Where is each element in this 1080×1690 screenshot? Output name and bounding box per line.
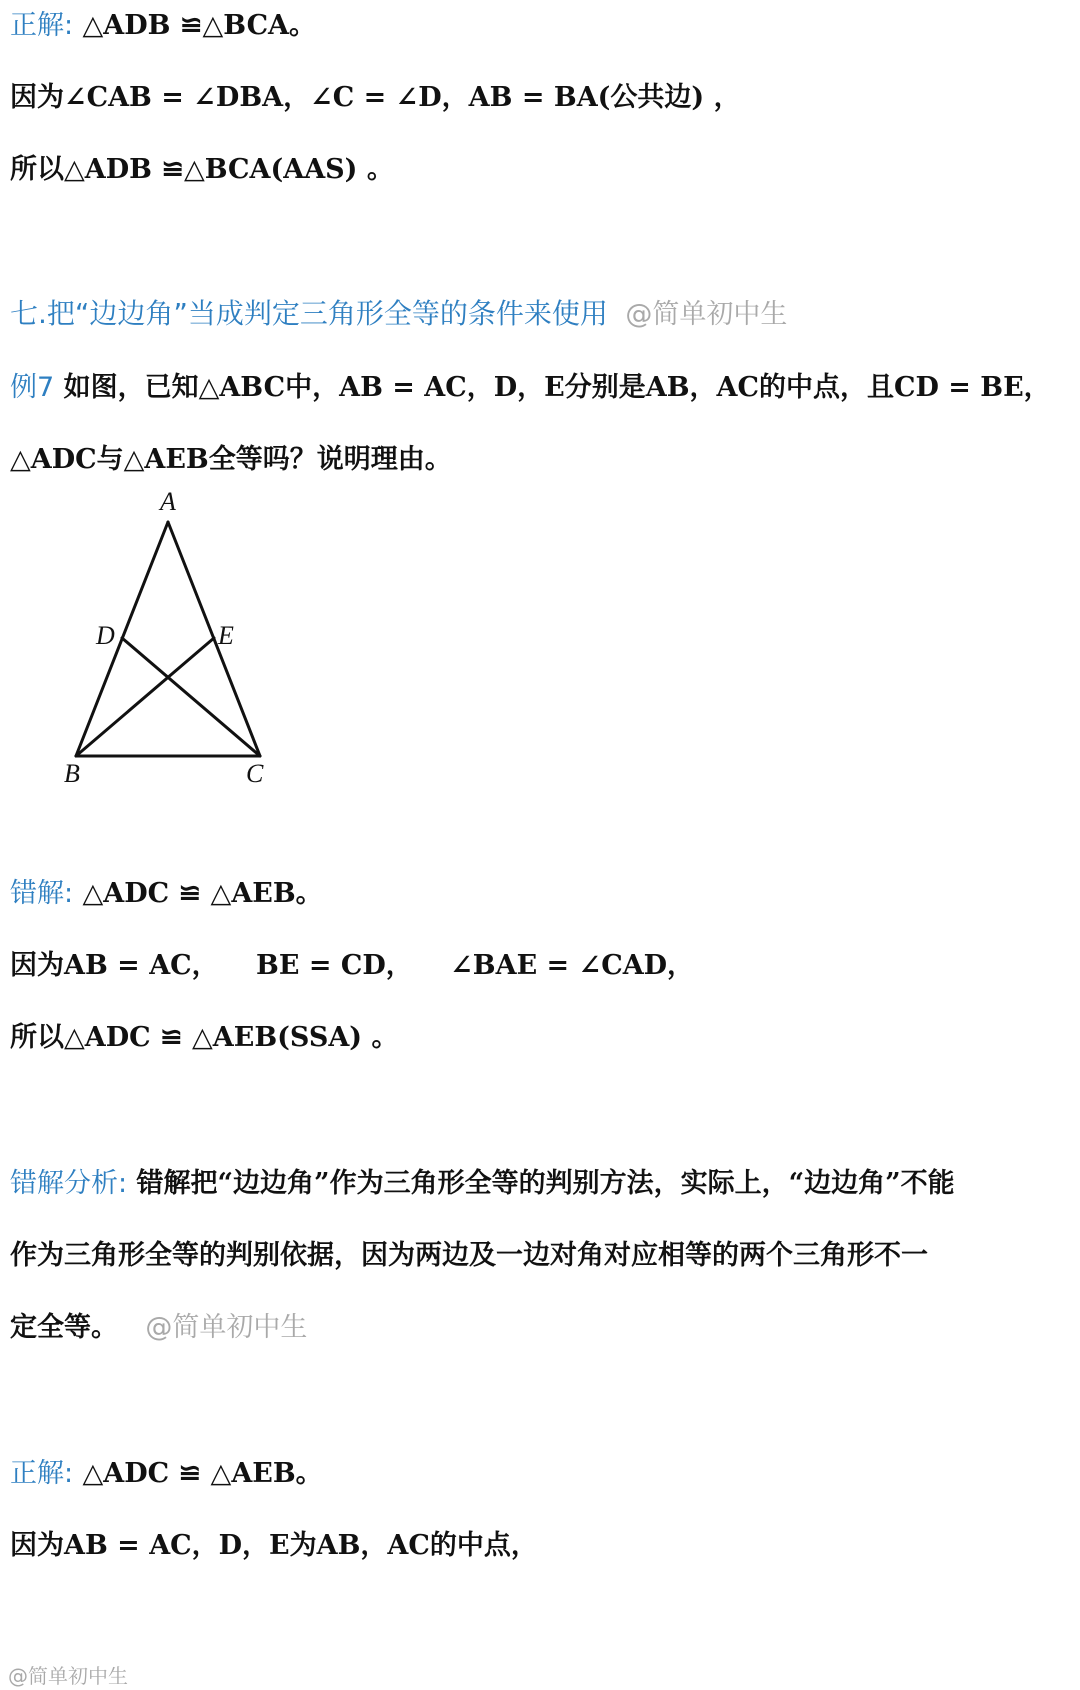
correct-solution-1-line3: 所以△ADB ≌△BCA(AAS) 。 xyxy=(10,154,394,185)
section-heading xyxy=(10,297,788,330)
wrong-solution-line2 xyxy=(10,952,694,979)
analysis-line2: 作为三角形全等的判别依据，因为两边及一边对角对应相等的两个三角形不一 xyxy=(10,1240,928,1271)
section-title: 七.把“边边角”当成判定三角形全等的条件来使用 xyxy=(10,297,608,330)
credit: @简单初中生 xyxy=(145,1312,308,1343)
label-a: A xyxy=(160,487,176,516)
label-d: D xyxy=(96,621,115,650)
wrong-reason-1: 因为AB = AC， xyxy=(10,950,219,981)
correct-solution-2-line2: 因为AB = AC，D，E为AB，AC的中点， xyxy=(10,1530,538,1561)
wrong-reason-2: BE = CD， xyxy=(256,950,413,981)
correct-solution-1-line1 xyxy=(10,12,316,39)
analysis-text-1: 错解把“边边角”作为三角形全等的判别方法，实际上，“边边角”不能 xyxy=(136,1168,955,1199)
watermark: @简单初中生 xyxy=(8,1664,128,1688)
correct-statement: △ADB ≌△BCA。 xyxy=(82,10,317,41)
example-text-1: 如图，已知△ABC中，AB = AC，D，E分别是AB，AC的中点，且CD = BE， xyxy=(63,372,1051,403)
triangle-figure xyxy=(64,487,300,790)
analysis-line1 xyxy=(10,1170,955,1197)
label-b: B xyxy=(64,759,80,788)
correct-label: 正解: xyxy=(10,1458,74,1489)
credit: @简单初中生 xyxy=(625,299,788,330)
label-c: C xyxy=(246,759,264,788)
example-line2: △ADC与△AEB全等吗？说明理由。 xyxy=(10,444,452,475)
analysis-label: 错解分析: xyxy=(10,1168,128,1199)
wrong-statement: △ADC ≌ △AEB。 xyxy=(82,878,323,909)
wrong-label: 错解: xyxy=(10,878,74,909)
label-e: E xyxy=(218,621,234,650)
correct-solution-2-line1 xyxy=(10,1460,323,1487)
analysis-text-3: 定全等。 xyxy=(10,1312,118,1343)
wrong-solution-line3: 所以△ADC ≌ △AEB(SSA) 。 xyxy=(10,1022,399,1053)
example-line1 xyxy=(10,374,1051,401)
wrong-solution-line1 xyxy=(10,880,323,907)
correct-statement: △ADC ≌ △AEB。 xyxy=(82,1458,323,1489)
correct-solution-1-line2: 因为∠CAB = ∠DBA，∠C = ∠D，AB = BA(公共边) ， xyxy=(10,82,741,113)
analysis-line3 xyxy=(10,1314,307,1341)
wrong-reason-3: ∠BAE = ∠CAD， xyxy=(450,950,695,981)
example-label: 例7 xyxy=(10,372,55,403)
correct-label: 正解: xyxy=(10,10,74,41)
